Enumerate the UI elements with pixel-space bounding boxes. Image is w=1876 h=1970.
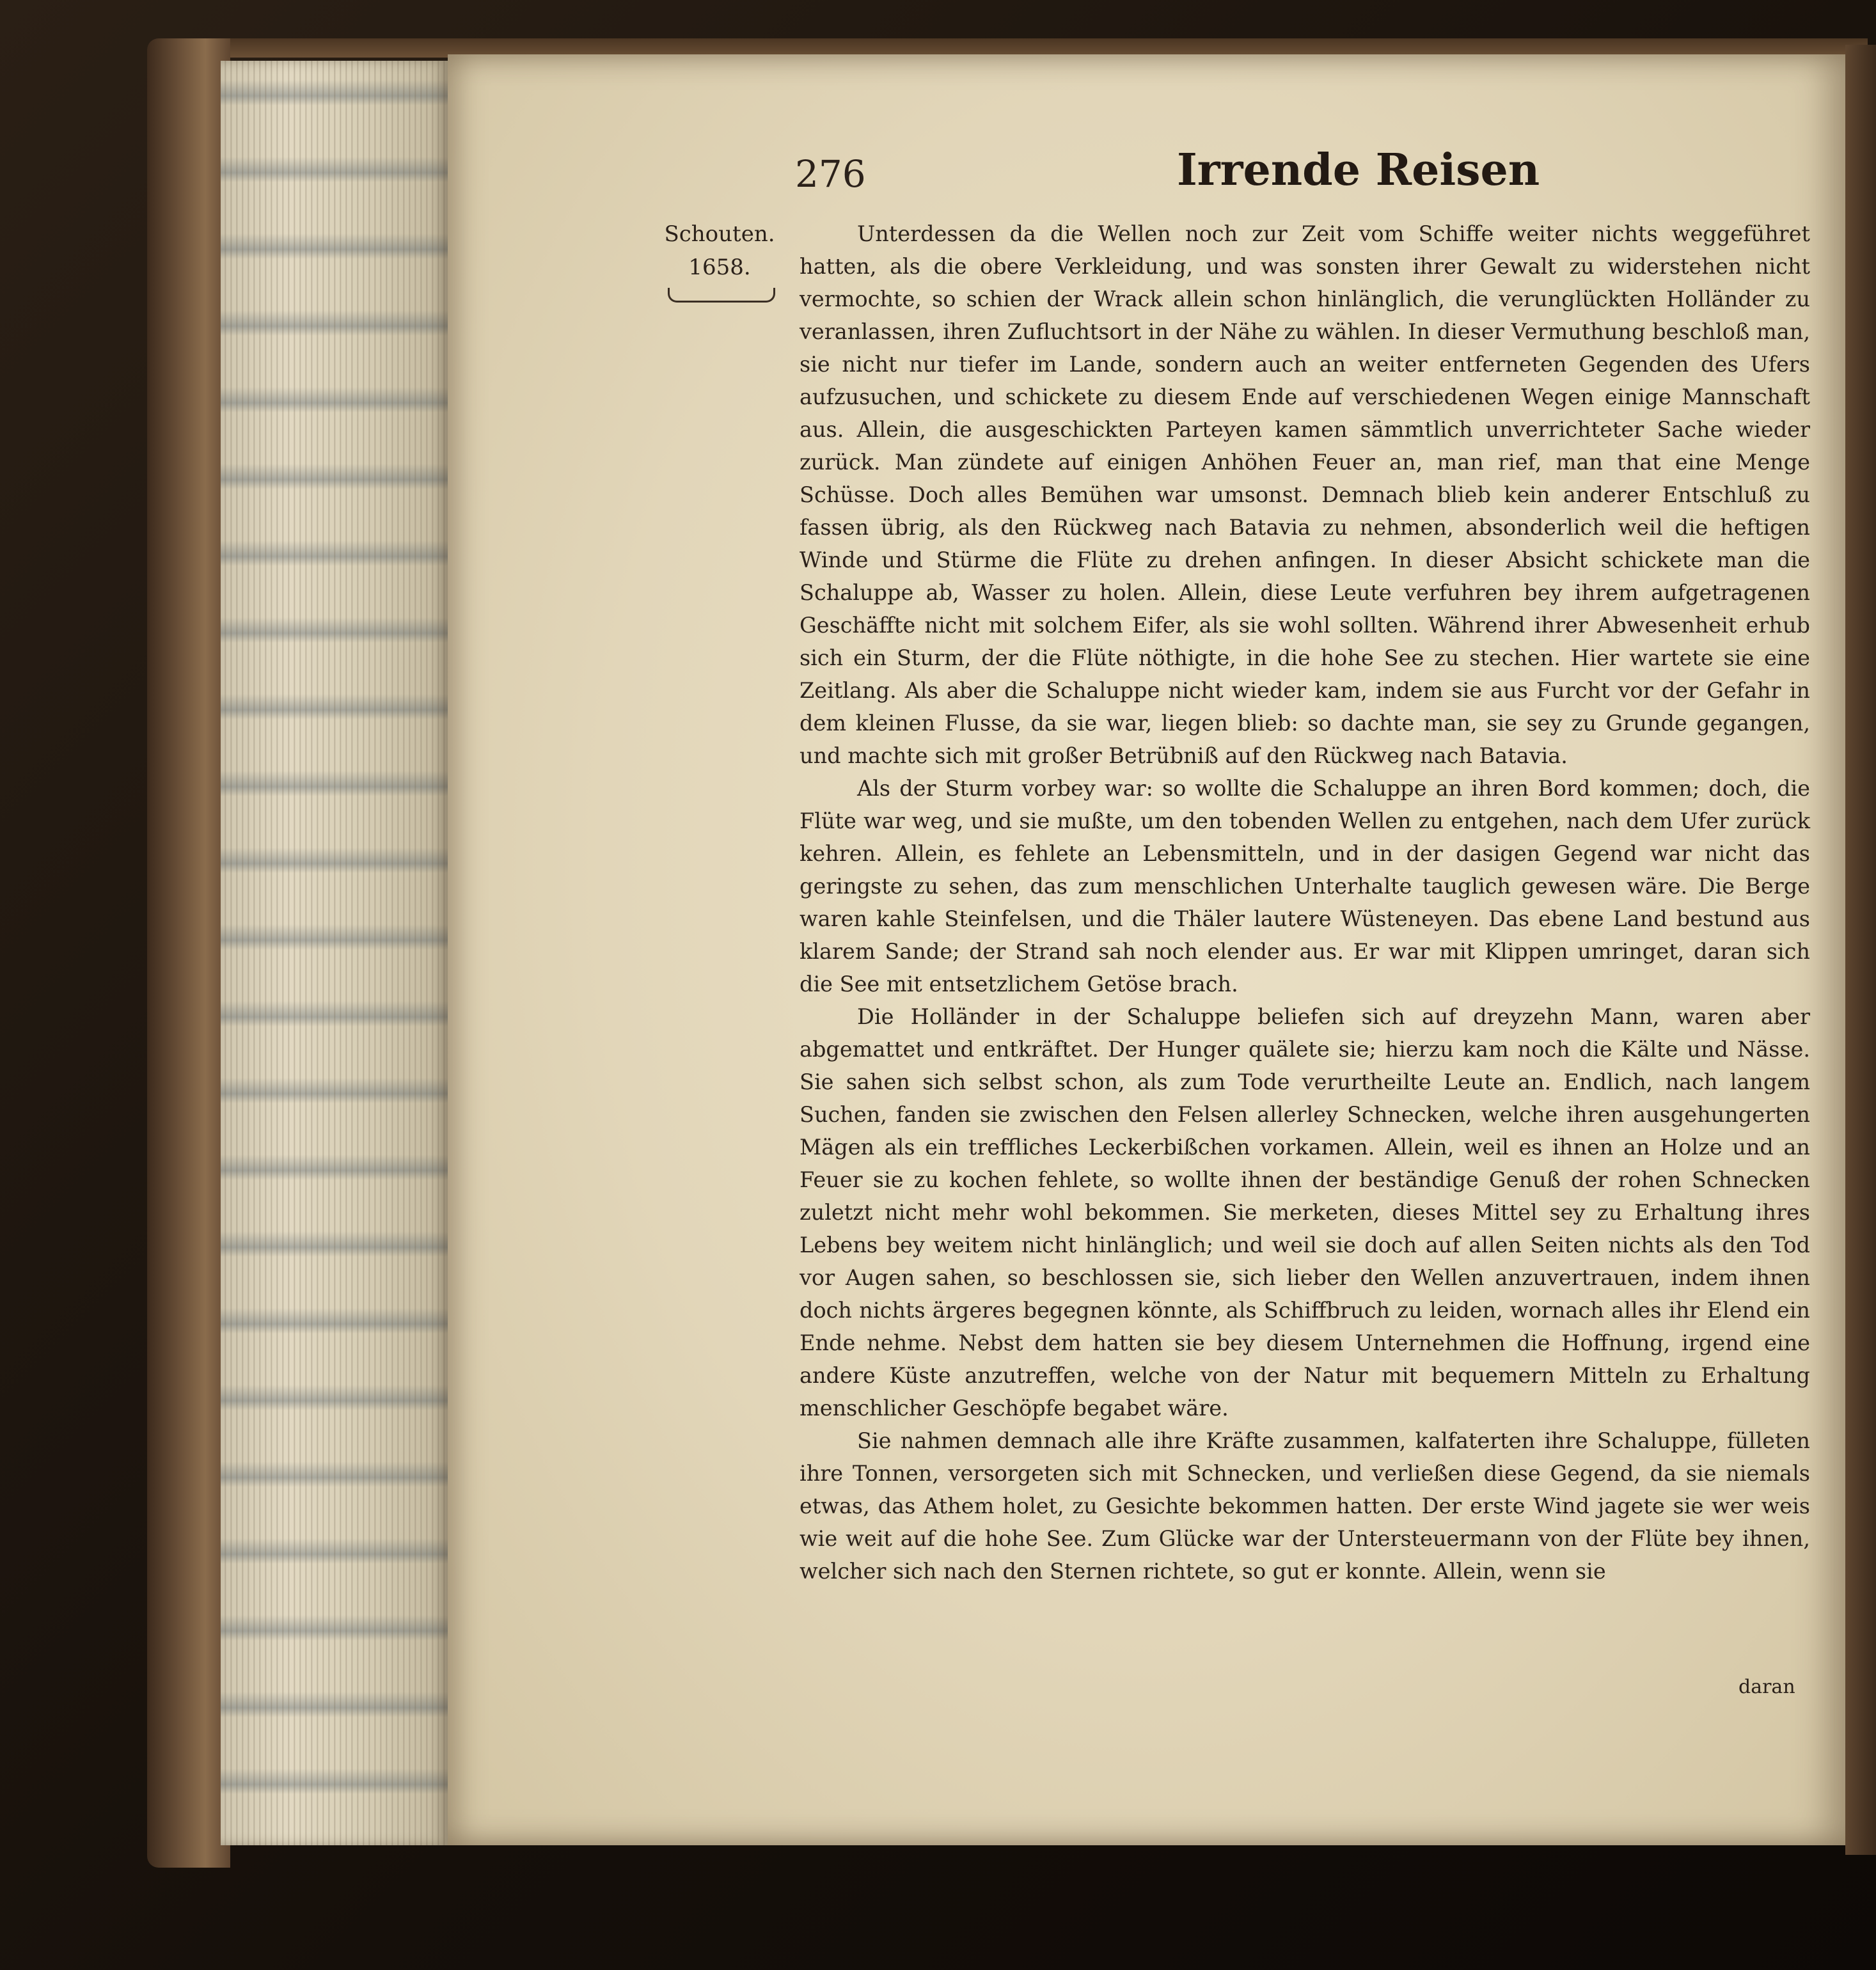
page-number: 276 [795, 152, 866, 196]
book-cover-left-edge [147, 38, 230, 1868]
paragraph-3: Die Holländer in der Schaluppe beliefen sich auf dreyzehn Mann, waren aber abgemattet und entkräftet. Der Hunger quälete sie; hierzu kam noch die Kälte und Nässe. Sie sahen sich selbst schon, als zum Tode verurtheilte Leute an. Endlich, nach langem Suchen, fanden sie zwischen den Felsen allerley Schnecken, welche ihren ausgehungerten Mägen als ein treffliches Leckerbißchen vorkamen. Allein, weil es ihnen an Holze und an Feuer sie zu kochen fehlete, so wollte ihnen der beständige Genuß der rohen Schnecken zuletzt nicht mehr wohl bekommen. Sie merketen, dieses Mittel sey zu Erhaltung ihres Lebens bey weitem nicht hinlänglich; und weil sie doch auf allen Seiten nichts als den Tod vor Augen sahen, so beschlossen sie, sich lieber den Wellen anzuvertrauen, indem ihnen doch nichts ärgeres begegnen könnte, als Schiffbruch zu leiden, wornach alles ihr Elend ein Ende nehme. Nebst dem hatten sie bey diesem Unternehmen die Hoffnung, irgend eine andere Küste anzutreffen, welche von der Natur mit bequemern Mitteln zu Erhaltung menschlicher Geschöpfe begabet wäre. [800, 1004, 1810, 1421]
book-cover-right-edge [1845, 45, 1876, 1855]
catchword: daran [1738, 1676, 1795, 1698]
paragraph-2: Als der Sturm vorbey war: so wollte die Schaluppe an ihren Bord kommen; doch, die Flüte war weg, und sie mußte, um den tobenden Wellen zu entgehen, nach dem Ufer zurück kehren. Allein, es fehlete an Lebensmitteln, und in der dasigen Gegend war nicht das geringste zu sehen, das zum menschlichen Unterhalte tauglich gewesen wäre. Die Berge waren kahle Steinfelsen, und die Thäler lautere Wüsteneyen. Das ebene Land bestund aus klarem Sande; der Strand sah noch elender aus. Er war mit Klippen umringet, daran sich die See mit entsetzlichem Getöse brach. [800, 776, 1810, 997]
body-text [800, 217, 1810, 1588]
margin-note [659, 217, 780, 303]
margin-brace-ornament [668, 288, 775, 303]
paragraph-4: Sie nahmen demnach alle ihre Kräfte zusammen, kalfaterten ihre Schaluppe, fülleten ihre Tonnen, versorgeten sich mit Schnecken, und verließen diese Gegend, da sie niemals etwas, das Athem holet, zu Gesichte bekommen hatten. Der erste Wind jagete sie wer weis wie weit auf die hohe See. Zum Glücke war der Untersteuermann von der Flüte bey ihnen, welcher sich nach den Sternen richtete, so gut er konnte. Allein, wenn sie [800, 1428, 1810, 1584]
margin-name: Schouten. [664, 221, 775, 247]
paragraph-1: Unterdessen da die Wellen noch zur Zeit vom Schiffe weiter nichts weggeführet hatten, als die obere Verkleidung, und was sonsten ihrer Gewalt zu widerstehen nicht vermochte, so schien der Wrack allein schon hinlänglich, die verunglückten Holländer zu veranlassen, ihren Zufluchtsort in der Nähe zu wählen. In dieser Vermuthung beschloß man, sie nicht nur tiefer im Lande, sondern auch an weiter entferneten Gegenden des Ufers aufzusuchen, und schickete zu diesem Ende auf verschiedenen Wegen einige Mannschaft aus. Allein, die ausgeschickten Parteyen kamen sämmtlich unverrichteter Sache wieder zurück. Man zündete auf einigen Anhöhen Feuer an, man rief, man that eine Menge Schüsse. Doch alles Bemühen war umsonst. Demnach blieb kein anderer Entschluß zu fassen übrig, als den Rückweg nach Batavia zu nehmen, absonderlich weil die heftigen Winde und Stürme die Flüte zu drehen anfingen. In dieser Absicht schickete man die Schaluppe ab, Wasser zu holen. Allein, diese Leute verfuhren bey ihrem aufgetragenen Geschäffte nicht mit solchem Eifer, als sie wohl sollten. Während ihrer Abwesenheit erhub sich ein Sturm, der die Flüte nöthigte, in die hohe See zu stechen. Hier wartete sie eine Zeitlang. Als aber die Schaluppe nicht wieder kam, indem sie aus Furcht vor der Gefahr in dem kleinen Flusse, da sie war, liegen blieb: so dachte man, sie sey zu Grunde gegangen, und machte sich mit großer Betrübniß auf den Rückweg nach Batavia. [800, 221, 1810, 768]
running-title: Irrende Reisen [1177, 145, 1540, 196]
margin-year: 1658. [688, 255, 751, 280]
stacked-page-edges [221, 61, 448, 1845]
